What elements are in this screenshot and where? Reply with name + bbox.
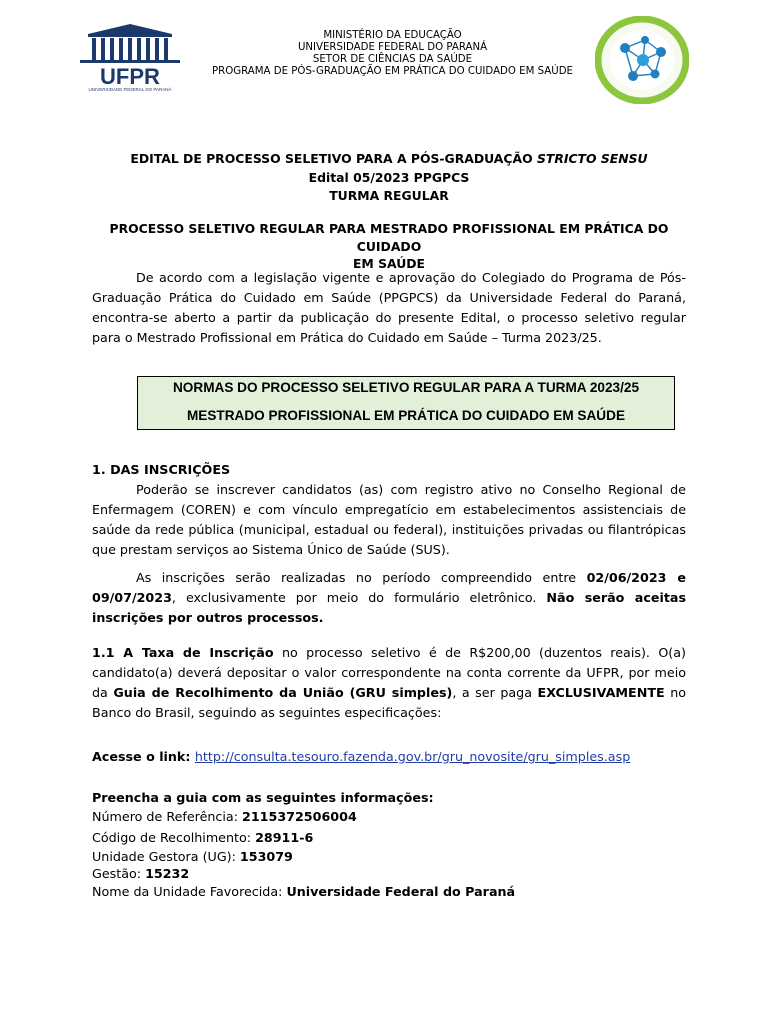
guide-item-label: Unidade Gestora (UG): (92, 849, 240, 864)
section-title-inscricoes: 1. DAS INSCRIÇÕES (92, 462, 231, 477)
ufpr-logo-text: UFPR (100, 64, 160, 89)
guide-item-beneficiary (92, 883, 515, 901)
guide-item-label: Código de Recolhimento: (92, 830, 256, 845)
no-other-process-notice: Não serão aceitas inscrições por outros processos. (92, 590, 686, 625)
gru-link-line (92, 748, 630, 766)
guide-item-label: Número de Referência: (92, 809, 243, 824)
institution-header (190, 30, 595, 78)
norms-box (137, 376, 675, 430)
guide-item-value: 2115372506004 (242, 809, 357, 824)
title-stricto-sensu: STRICTO SENSU (536, 151, 648, 166)
guide-item-value: 28911-6 (255, 830, 314, 845)
guide-heading: Preencha a guia com as seguintes informações: (92, 790, 434, 805)
fee-label: 1.1 A Taxa de Inscrição (92, 645, 274, 660)
ufpr-logo-caption: UNIVERSIDADE FEDERAL DO PARANÁ (88, 87, 172, 92)
guide-item-value: 15232 (145, 866, 190, 881)
ufpr-logo (76, 22, 184, 92)
date-connector: e (666, 570, 686, 585)
guide-item-management (92, 865, 189, 883)
gru-label: Guia de Recolhimento da União (GRU simples) (113, 685, 453, 700)
title-line-1: EDITAL DE PROCESSO SELETIVO PARA A PÓS-GRADUAÇÃO (130, 151, 537, 166)
guide-item-collection-code (92, 829, 313, 847)
fee-text-b: , a ser paga (452, 685, 538, 700)
process-subtitle (90, 220, 688, 273)
period-text-a: As inscrições serão realizadas no período compreendido entre (136, 570, 587, 585)
fee-text-c: no Banco do Brasil, seguindo as seguintes especificações: (92, 685, 686, 720)
header-line: UNIVERSIDADE FEDERAL DO PARANÁ (297, 42, 488, 54)
registration-period-paragraph (92, 568, 686, 628)
norms-box-line-1: NORMAS DO PROCESSO SELETIVO REGULAR PARA A TURMA 2023/25 (172, 380, 640, 395)
guide-item-managing-unit (92, 848, 293, 866)
exclusive-label: EXCLUSIVAMENTE (537, 685, 665, 700)
eligibility-paragraph: Poderão se inscrever candidatos (as) com registro ativo no Conselho Regional de Enfermagem (COREN) e com vínculo empregatício em estabelecimentos assistenciais de saúde da rede pública (municipal, estadual ou federal), instituições privadas ou filantrópicas que prestam serviços ao Sistema Único de Saúde (SUS). (92, 482, 686, 557)
link-label: Acesse o link: (92, 749, 195, 764)
intro-paragraph: De acordo com a legislação vigente e aprovação do Colegiado do Programa de Pós-Graduação Prática do Cuidado em Saúde (PPGPCS) da Universidade Federal do Paraná, encontra-se aberto a partir da publicação do presente Edital, o processo seletivo regular para o Mestrado Profissional em Prática do Cuidado em Saúde – Turma 2023/25. (92, 270, 686, 345)
fee-text-a: no processo seletivo é de R$200,00 (duzentos reais). O(a) candidato(a) deverá depositar o valor correspondente na conta corrente da UFPR, por meio da (92, 645, 686, 700)
guide-item-reference (92, 808, 357, 826)
title-line-2: Edital 05/2023 PPGPCS (308, 169, 470, 185)
norms-box-line-2: MESTRADO PROFISSIONAL EM PRÁTICA DO CUIDADO EM SAÚDE (186, 408, 626, 423)
subtitle-line-2: EM SAÚDE (352, 256, 426, 271)
gru-link[interactable]: http://consulta.tesouro.fazenda.gov.br/gru_novosite/gru_simples.asp (194, 749, 631, 764)
end-date: 09/07/2023 (92, 590, 172, 605)
edital-title (90, 150, 688, 206)
guide-item-value: Universidade Federal do Paraná (286, 884, 516, 899)
fee-paragraph (92, 643, 686, 723)
guide-item-label: Nome da Unidade Favorecida: (92, 884, 287, 899)
guide-item-value: 153079 (239, 849, 293, 864)
header-line: MINISTÉRIO DA EDUCAÇÃO (323, 30, 462, 41)
program-seal-logo (595, 16, 689, 104)
header-line: SETOR DE CIÊNCIAS DA SAÚDE (312, 54, 473, 66)
subtitle-line-1: PROCESSO SELETIVO REGULAR PARA MESTRADO PROFISSIONAL EM PRÁTICA DO CUIDADO (109, 221, 669, 254)
guide-item-label: Gestão: (92, 866, 146, 881)
title-line-3: TURMA REGULAR (329, 188, 449, 204)
start-date: 02/06/2023 (586, 570, 667, 585)
period-text-b: , exclusivamente por meio do formulário eletrônico. (171, 590, 547, 605)
header-line: PROGRAMA DE PÓS-GRADUAÇÃO EM PRÁTICA DO CUIDADO EM SAÚDE (212, 66, 573, 78)
